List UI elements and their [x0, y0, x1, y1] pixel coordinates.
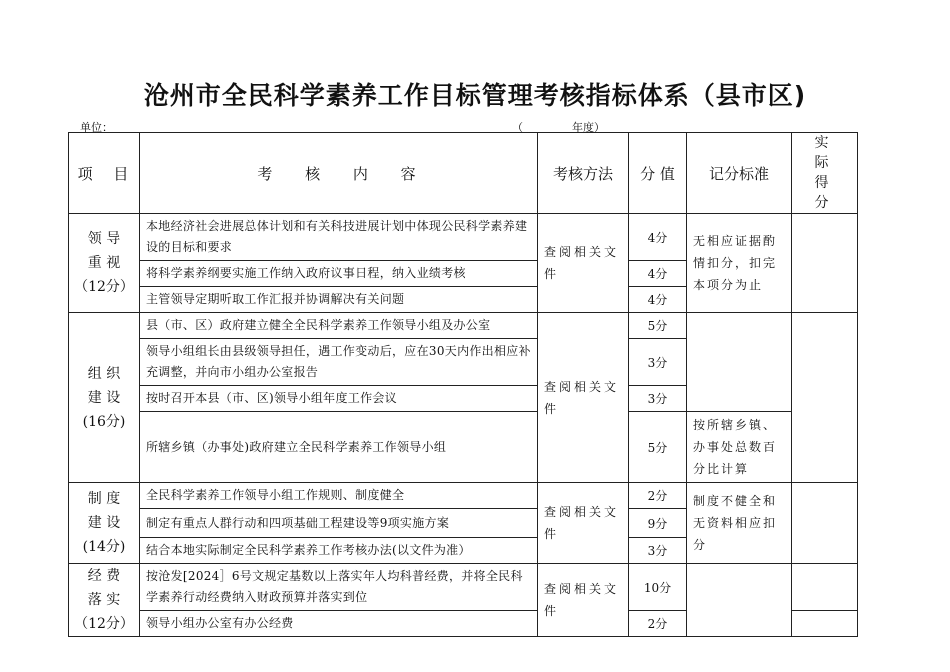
actual-score-cell: [792, 611, 858, 637]
content-cell: 领导小组办公室有办公经费: [140, 611, 538, 637]
table-row: [69, 564, 858, 611]
actual-score-cell: [792, 313, 858, 483]
table-row: [69, 214, 858, 261]
content-cell: 制定有重点人群行动和四项基础工程建设等9项实施方案: [140, 509, 538, 538]
header-row: [69, 133, 858, 214]
score-cell: 4分: [629, 261, 687, 287]
header-score: 分 值: [629, 133, 687, 214]
header-method: 考核方法: [538, 133, 629, 214]
content-cell: 按时召开本县（市、区)领导小组年度工作会议: [140, 386, 538, 412]
table-row: [69, 483, 858, 509]
score-cell: 4分: [629, 287, 687, 313]
standard-cell: 无相应证据酌情扣分，扣完本项分为止: [687, 214, 792, 313]
table-row: [69, 313, 858, 339]
actual-score-cell: [792, 483, 858, 564]
score-cell: 9分: [629, 509, 687, 538]
content-cell: 所辖乡镇（办事处)政府建立全民科学素养工作领导小组: [140, 412, 538, 483]
header-standard: 记分标准: [687, 133, 792, 214]
standard-cell-empty: [687, 313, 792, 412]
content-cell: 主管领导定期听取工作汇报并协调解决有关问题: [140, 287, 538, 313]
content-cell: 本地经济社会进展总体计划和有关科技进展计划中体现公民科学素养建设的目标和要求: [140, 214, 538, 261]
category-organization: 组 织 建 设 (16分): [69, 313, 140, 483]
assessment-table: [68, 132, 858, 637]
method-cell: 查阅相关文件: [538, 313, 629, 483]
content-cell: 县（市、区）政府建立健全全民科学素养工作领导小组及办公室: [140, 313, 538, 339]
actual-score-cell: [792, 214, 858, 313]
standard-cell: 按所辖乡镇、办事处总数百分比计算: [687, 412, 792, 483]
score-cell: 2分: [629, 483, 687, 509]
content-cell: 将科学素养纲要实施工作纳入政府议事日程，纳入业绩考核: [140, 261, 538, 287]
score-cell: 3分: [629, 339, 687, 386]
header-item: 项 目: [69, 133, 140, 214]
content-cell: 按沧发[2024］6号文规定基数以上落实年人均科普经费，并将全民科学素养行动经费纳入财政预算并落实到位: [140, 564, 538, 611]
page-title: 沧州市全民科学素养工作目标管理考核指标体系（县市区): [143, 81, 807, 110]
table-row: [69, 412, 858, 483]
year-label: 年度）: [572, 121, 605, 134]
content-cell: 全民科学素养工作领导小组工作规则、制度健全: [140, 483, 538, 509]
content-cell: 结合本地实际制定全民科学素养工作考核办法(以文件为准）: [140, 538, 538, 564]
category-leadership: 领 导 重 视 （12分）: [69, 214, 140, 313]
unit-label: 单位：: [80, 121, 113, 134]
year-open-paren: （: [512, 121, 523, 134]
content-cell: 领导小组组长由县级领导担任，遇工作变动后，应在30天内作出相应补充调整，并向市小组办公室报告: [140, 339, 538, 386]
header-actual: 实 际 得 分: [792, 133, 858, 214]
score-cell: 2分: [629, 611, 687, 637]
actual-score-cell: [792, 564, 858, 611]
category-funding: 经 费 落 实 （12分）: [69, 564, 140, 637]
score-cell: 5分: [629, 313, 687, 339]
header-content: 考 核 内 容: [140, 133, 538, 214]
score-cell: 4分: [629, 214, 687, 261]
score-cell: 10分: [629, 564, 687, 611]
standard-cell: 制度不健全和无资料相应扣分: [687, 483, 792, 564]
method-cell: 查阅相关文件: [538, 564, 629, 637]
standard-cell-empty: [687, 564, 792, 637]
category-system: 制 度 建 设 (14分): [69, 483, 140, 564]
method-cell: 查阅相关文件: [538, 483, 629, 564]
score-cell: 3分: [629, 538, 687, 564]
score-cell: 3分: [629, 386, 687, 412]
method-cell: 查阅相关文件: [538, 214, 629, 313]
score-cell: 5分: [629, 412, 687, 483]
